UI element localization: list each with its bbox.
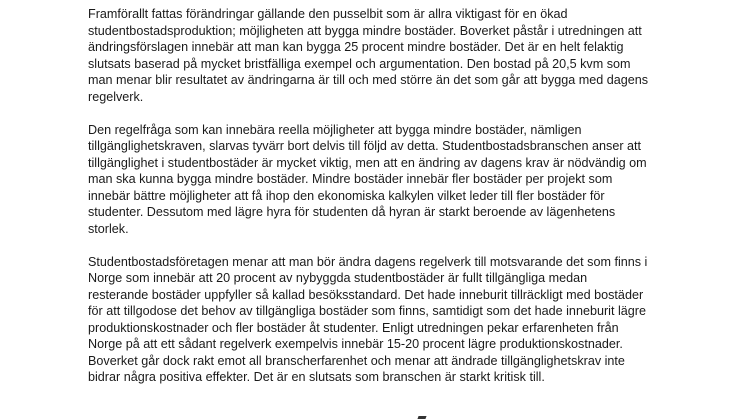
paragraph-3 <box>88 254 688 386</box>
document-body <box>88 6 688 402</box>
text-line: storlek. <box>88 221 129 236</box>
text-line: Den regelfråga som kan innebära reella möjligheter att bygga mindre bostäder, nämligen <box>88 122 582 137</box>
text-line: Framförallt fattas förändringar gällande den pusselbit som är allra viktigast för en ökad <box>88 7 568 21</box>
paragraph-1 <box>88 6 688 105</box>
text-line: studenter. Dessutom med lägre hyra för studenten då hyran är starkt beroende av lägenhetens <box>88 205 616 219</box>
text-line: man ska kunna bygga mindre bostäder. Mindre bostäder innebär fler bostäder per projekt som <box>88 172 613 186</box>
text-line: tillgänglighetskraven, slarvas tyvärr bort delvis till följd av detta. Studentbostadsbranschen anser att <box>88 139 642 153</box>
text-line: ändringsförslagen innebär att man kan bygga 25 procent mindre bostäder. Det är en helt felaktig <box>88 40 624 54</box>
cropped-next-line <box>88 408 648 419</box>
text-line: resterande bostäder uppfyller så kallad besöksstandard. Det hade inneburit tillräckligt med bostäder <box>88 287 644 302</box>
text-line: regelverk. <box>88 89 144 104</box>
text-line: bidrar några positiva effekter. Det är en slutsats som branschen är starkt kritisk till. <box>88 370 545 384</box>
text-line: innebär bättre möjligheter att få ihop den ekonomiska kalkylen vilket leder till fler bostäder för <box>88 188 605 203</box>
text-line: Boverket går dock rakt emot all branscherfarenhet och menar att ändrade tillgänglighetskrav inte <box>88 353 625 368</box>
text-line: tillgänglighet i studentbostäder är mycket viktig, men att en ändring av dagens krav är nödvändig om <box>88 155 647 170</box>
text-line: slutsats baserad på mycket bristfälliga exempel och argumentation. Den bostad på 20,5 kvm som <box>88 56 631 71</box>
text-line: för att tillgodose det behov av tillgängliga bostäder som finns, samtidigt som det hade inneburit lägre <box>88 304 646 318</box>
text-line: produktionskostnader och fler bostäder åt studenter. Enligt utredningen pekar erfarenheten från <box>88 320 619 335</box>
text-line: studentbostadsproduktion; möjligheten att bygga mindre bostäder. Boverket påstår i utredningen att <box>88 23 642 38</box>
text-line: Studentbostadsföretagen menar att man bör ändra dagens regelverk till motsvarande det som finns i <box>88 254 648 269</box>
text-line: Norge som innebär att 20 procent av nybyggda studentbostäder är fullt tillgängliga medan <box>88 271 588 285</box>
text-line: man menar blir resultatet av ändringarna är till och med större än det som går att bygga med dagens <box>88 73 649 87</box>
paragraph-2 <box>88 122 688 238</box>
text-line: Norge på att ett sådant regelverk exempelvis innebär 15-20 procent lägre produktionskostnader. <box>88 337 623 351</box>
